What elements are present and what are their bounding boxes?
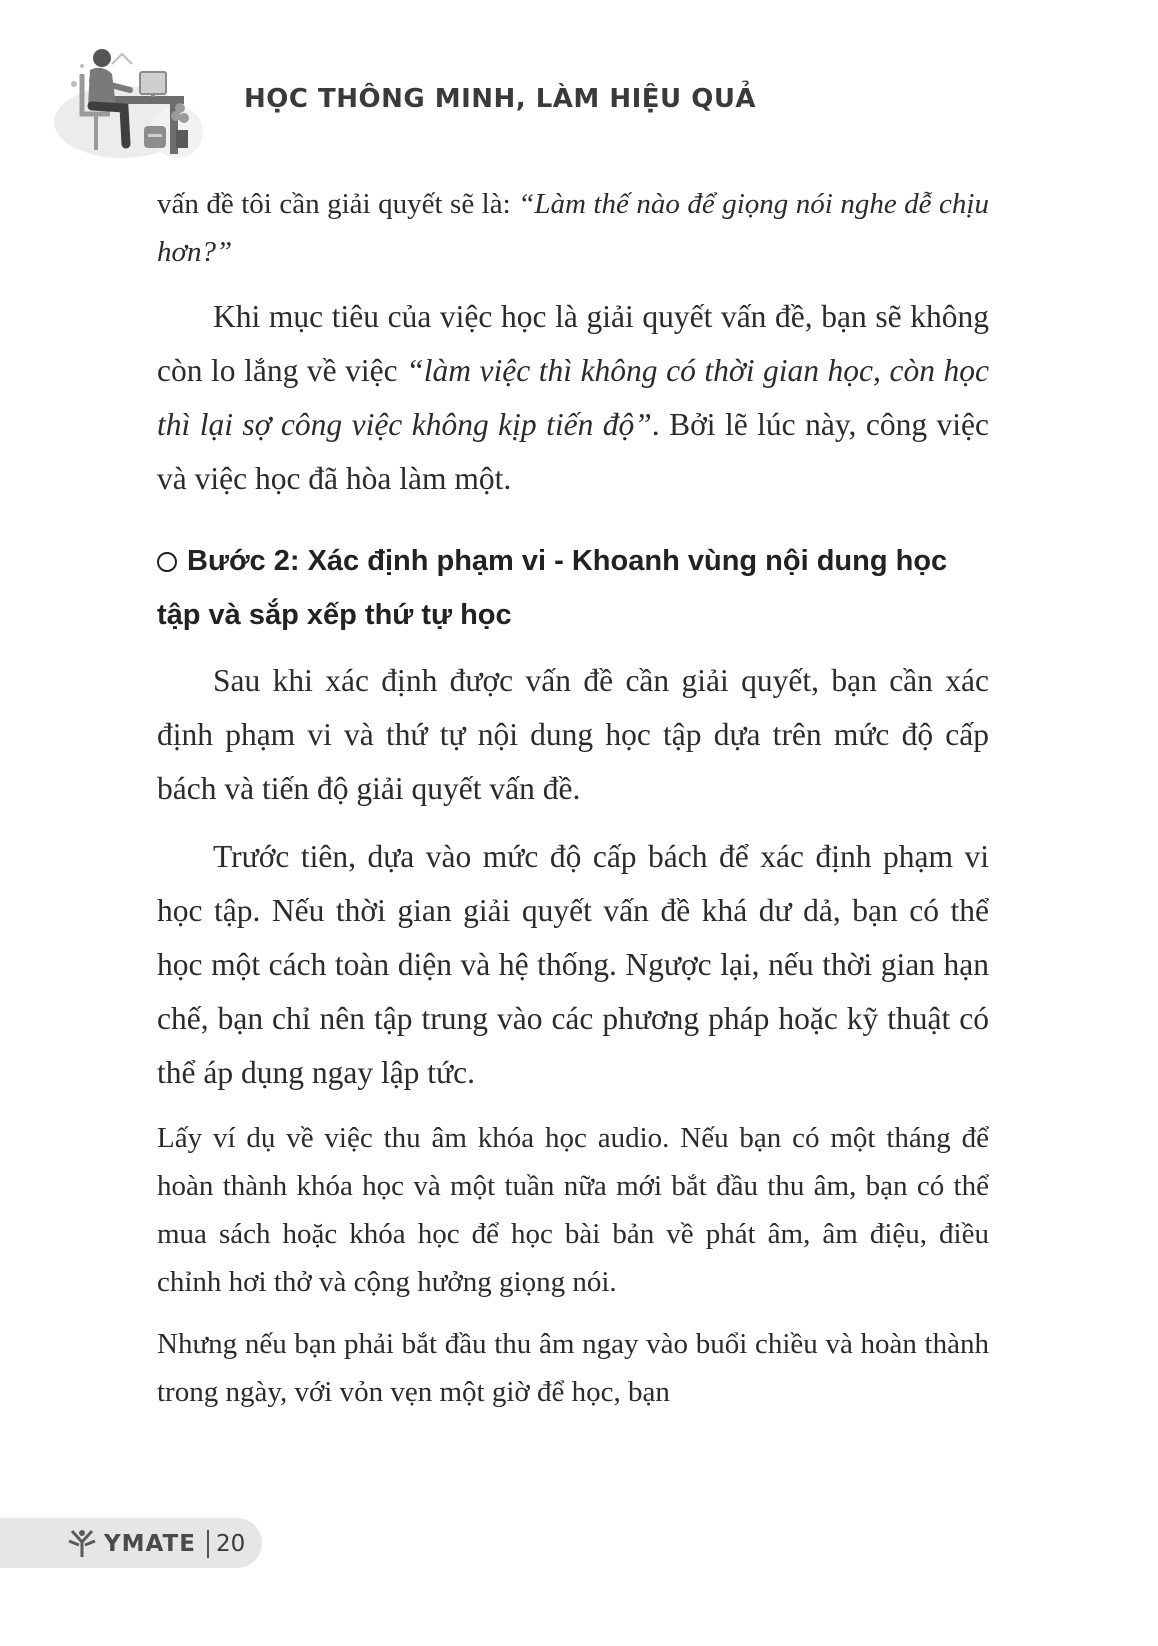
paragraph-scope: Sau khi xác định được vấn đề cần giải quyết, bạn cần xác định phạm vi và thứ tự nội dung học tập dựa trên mức độ cấp bách và tiến độ giải quyết vấn đề. [157, 663, 989, 806]
paragraph-urgency: Trước tiên, dựa vào mức độ cấp bách để xác định phạm vi học tập. Nếu thời gian giải quyết vấn đề khá dư dả, bạn có thể học một cách toàn diện và hệ thống. Ngược lại, nếu thời gian hạn chế, bạn chỉ nên tập trung vào các phương pháp hoặc kỹ thuật có thể áp dụng ngay lập tức. [157, 839, 989, 1090]
example-paragraph-2: Nhưng nếu bạn phải bắt đầu thu âm ngay vào buổi chiều và hoàn thành trong ngày, với vỏn vẹn một giờ để học, bạn [157, 1328, 989, 1408]
person-at-desk-icon [52, 44, 222, 159]
footer-brand: YMATE [104, 1531, 196, 1557]
footer-divider [207, 1530, 209, 1558]
running-header-title: HỌC THÔNG MINH, LÀM HIỆU QUẢ [244, 84, 757, 114]
page-body [157, 180, 989, 1430]
section-heading-step-2: Bước 2: Xác định phạm vi - Khoanh vùng nội dung học tập và sắp xếp thứ tự học [157, 545, 948, 631]
paragraph-learning-goal: Khi mục tiêu của việc học là giải quyết vấn đề, bạn sẽ không còn lo lắng về việc “làm việc thì không có thời gian học, còn học thì lại sợ công việc không kịp tiến độ”. Bởi lẽ lúc này, công việc và việc học đã hòa làm một. [157, 299, 989, 496]
circle-bullet-icon [157, 552, 177, 572]
quote-continuation: vấn đề tôi cần giải quyết sẽ là: “Làm thế nào để giọng nói nghe dễ chịu hơn?” [157, 188, 989, 268]
ymate-logo-icon [66, 1527, 98, 1559]
example-paragraph-1: Lấy ví dụ về việc thu âm khóa học audio. Nếu bạn có một tháng để hoàn thành khóa học và một tuần nữa mới bắt đầu thu âm, bạn có thể mua sách hoặc khóa học để học bài bản về phát âm, âm điệu, điều chỉnh hơi thở và cộng hưởng giọng nói. [157, 1122, 989, 1298]
page-number: 20 [216, 1531, 246, 1557]
